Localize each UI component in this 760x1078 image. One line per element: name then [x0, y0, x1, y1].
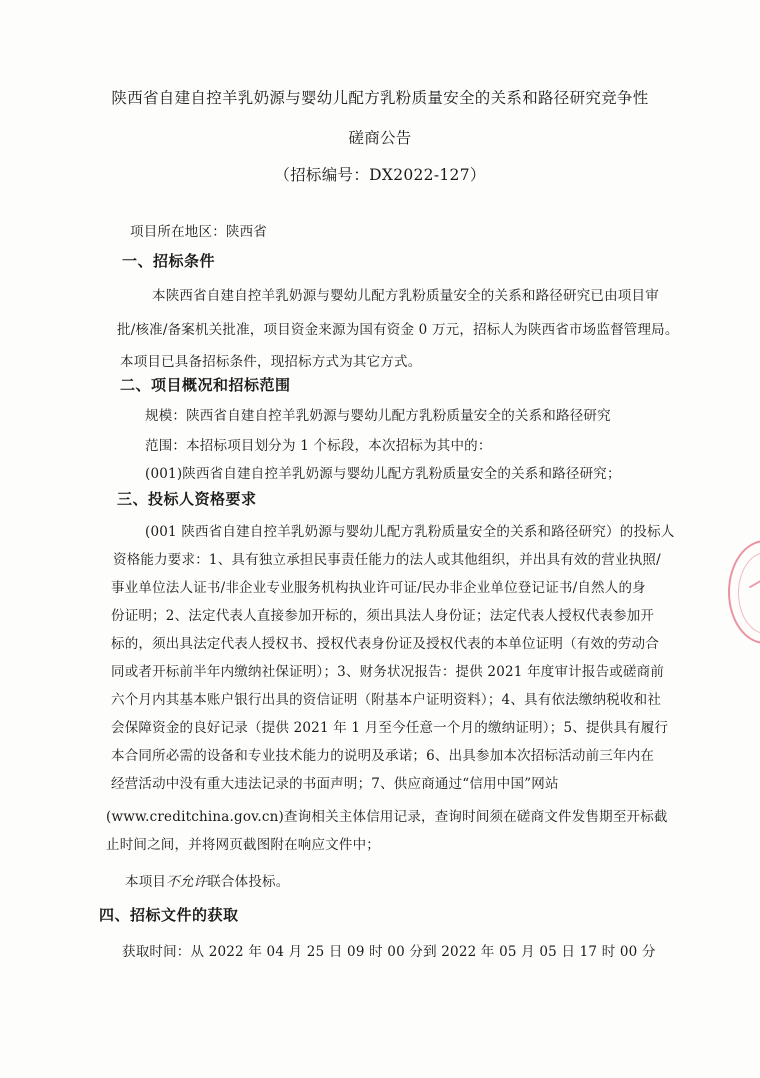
- section-3-line: 本合同所必需的设备和专业技术能力的说明及承诺；6、出具参加本次招标活动前三年内在: [111, 748, 655, 764]
- section-3-line: (www.creditchina.gov.cn)查询相关主体信用记录，查询时间须在磋商文件发售期至开标截: [106, 809, 668, 825]
- section-2-line: 范围：本招标项目划分为 1 个标段，本次招标为其中的：: [145, 438, 492, 454]
- doc-title-line2: 磋商公告: [348, 129, 412, 147]
- section-3-line: 六个月内其基本账户银行出具的资信证明（附基本户证明资料）；4、具有依法缴纳税收和社: [111, 692, 662, 708]
- section-4-heading: 四、招标文件的获取: [99, 906, 239, 924]
- section-1-line: 本项目已具备招标条件，现招标方式为其它方式。: [120, 354, 422, 370]
- doc-title-line1: 陕西省自建自控羊乳奶源与婴幼儿配方乳粉质量安全的关系和路径研究竞争性: [111, 89, 649, 107]
- section-4-line: 获取时间：从 2022 年 04 月 25 日 09 时 00 分到 2022 年 05 月 05 日 17 时 00 分: [122, 944, 656, 960]
- section-2-line: (001)陕西省自建自控羊乳奶源与婴幼儿配方乳粉质量安全的关系和路径研究；: [145, 466, 621, 482]
- section-3-heading: 三、投标人资格要求: [117, 490, 257, 508]
- section-3-line: 标的，须出具法定代表人授权书、授权代表身份证及授权代表的本单位证明（有效的劳动合: [111, 636, 659, 652]
- section-3-line: 同或者开标前半年内缴纳社保证明）；3、财务状况报告：提供 2021 年度审计报告或磋商前: [111, 664, 665, 680]
- section-3-line: 止时间之间，并将网页截图附在响应文件中；: [106, 837, 380, 853]
- official-seal: [728, 540, 760, 644]
- section-1-heading: 一、招标条件: [122, 252, 216, 270]
- consortium-suffix: 联合体投标。: [207, 874, 290, 890]
- section-3-line: 资格能力要求：1、具有独立承担民事责任能力的法人或其他组织，并出具有效的营业执照/: [113, 552, 661, 568]
- section-2-heading: 二、项目概况和招标范围: [120, 376, 291, 394]
- consortium-prefix: 本项目: [125, 874, 167, 890]
- section-1-line: 本陕西省自建自控羊乳奶源与婴幼儿配方乳粉质量安全的关系和路径研究已由项目审: [152, 288, 659, 304]
- section-3-line: 经营活动中没有重大违法记录的书面声明；7、供应商通过“信用中国”网站: [111, 776, 559, 792]
- section-1-line: 批/核准/备案机关批准，项目资金来源为国有资金 0 万元，招标人为陕西省市场监督管理局。: [117, 322, 679, 338]
- project-region: 项目所在地区：陕西省: [130, 224, 267, 240]
- section-2-line: 规模：陕西省自建自控羊乳奶源与婴幼儿配方乳粉质量安全的关系和路径研究: [145, 408, 611, 424]
- section-3-line: 事业单位法人证书/非企业专业服务机构执业许可证/民办非企业单位登记证书/自然人的身: [111, 580, 646, 596]
- section-3-line: 份证明；2、法定代表人直接参加开标的，须出具法人身份证；法定代表人授权代表参加开: [111, 608, 655, 624]
- consortium-note: [125, 870, 289, 890]
- tender-number: （招标编号：DX2022-127）: [274, 166, 486, 184]
- section-3-line: 会保障资金的良好记录（提供 2021 年 1 月至今任意一个月的缴纳证明）；5、提供具有履行: [111, 720, 669, 736]
- section-3-line: (001 陕西省自建自控羊乳奶源与婴幼儿配方乳粉质量安全的关系和路径研究）的投标人: [145, 524, 675, 540]
- consortium-italic: 不允许: [166, 874, 208, 890]
